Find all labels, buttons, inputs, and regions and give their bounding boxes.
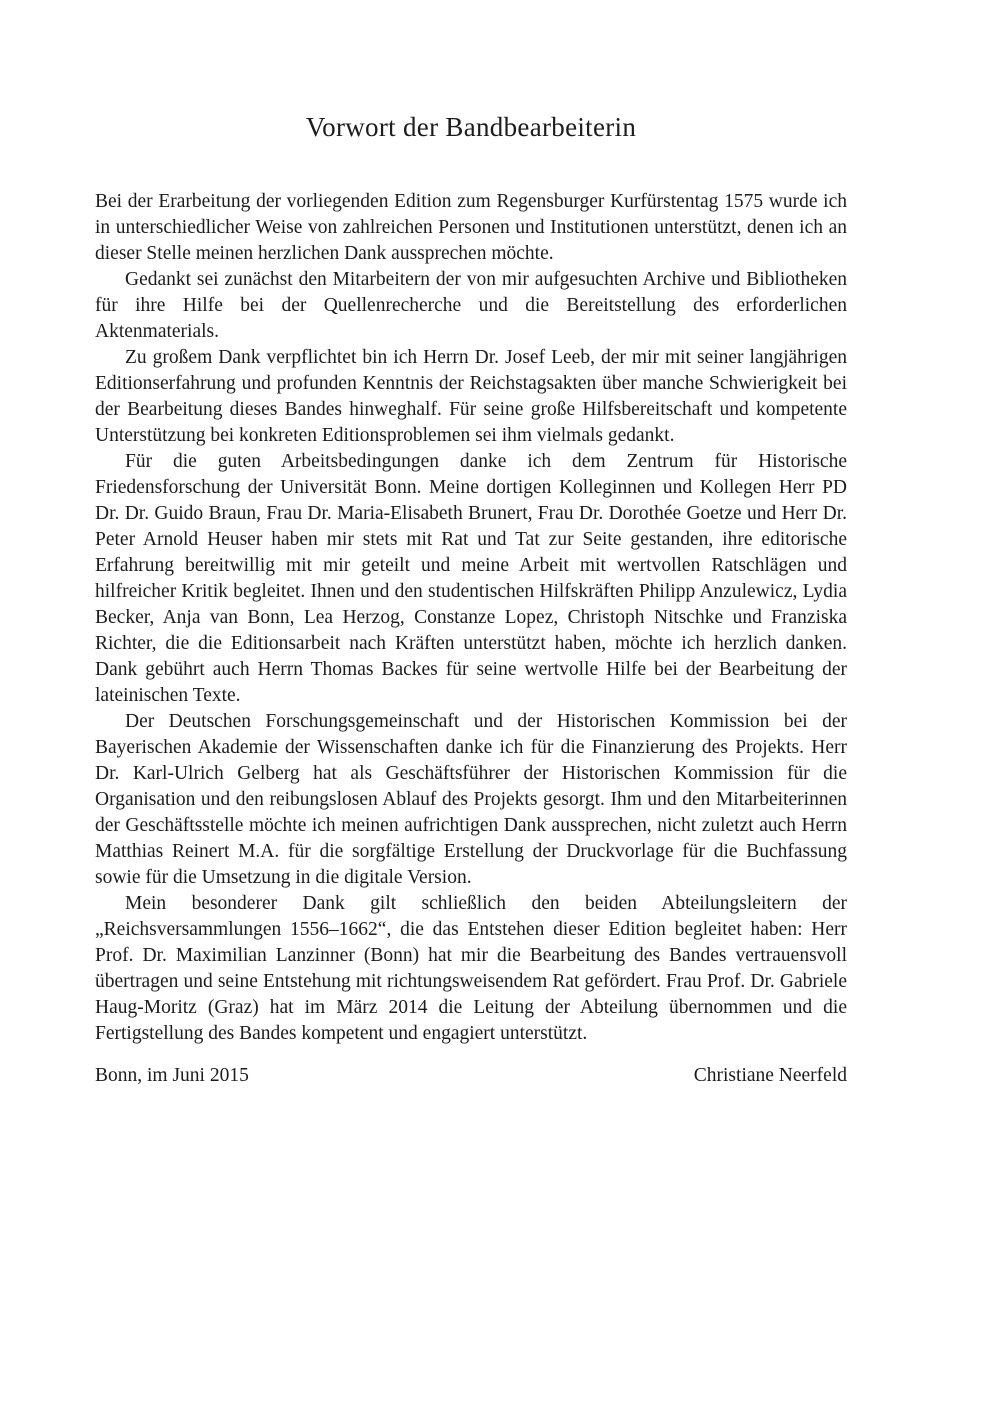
text-block (95, 112, 847, 1089)
preface-body (95, 189, 847, 1047)
signature-name: Christiane Neerfeld (693, 1065, 847, 1086)
paragraph: Mein besonderer Dank gilt schließlich den beiden Abteilungsleitern der „Reichsversammlungen 1556–1662“, die das Entstehen dieser Edition begleitet haben: Herr Prof. Dr. Maximilian Lanzinner (Bonn) hat mir die Bearbeitung des Bandes vertrauensvoll übertragen und seine Entstehung mit richtungsweisendem Rat gefördert. Frau Prof. Dr. Gabriele Haug-Moritz (Graz) hat im März 2014 die Leitung der Abteilung übernommen und die Fertigstellung des Bandes kompetent und engagiert unterstützt. (95, 893, 847, 1044)
paragraph: Bei der Erarbeitung der vorliegenden Edition zum Regensburger Kurfürstentag 1575 wurde ich in unterschiedlicher Weise von zahlreichen Personen und Institutionen unterstützt, denen ich an dieser Stelle meinen herzlichen Dank aussprechen möchte. (95, 191, 847, 264)
paragraph: Der Deutschen Forschungsgemeinschaft und der Historischen Kommission bei der Bayerischen Akademie der Wissenschaften danke ich für die Finanzierung des Projekts. Herr Dr. Karl-Ulrich Gelberg hat als Geschäftsführer der Historischen Kommission für die Organisation und den reibungslosen Ablauf des Projekts gesorgt. Ihm und den Mitarbeiterinnen der Geschäftsstelle möchte ich meinen aufrichtigen Dank aussprechen, nicht zuletzt auch Herrn Matthias Reinert M.A. für die sorgfältige Erstellung der Druckvorlage für die Buchfassung sowie für die Umsetzung in die digitale Version. (95, 711, 847, 888)
signature-place-date: Bonn, im Juni 2015 (95, 1065, 249, 1086)
paragraph: Gedankt sei zunächst den Mitarbeitern der von mir aufgesuchten Archive und Bibliotheken für ihre Hilfe bei der Quellenrecherche und die Bereitstellung des erforderlichen Aktenmaterials. (95, 269, 847, 342)
signature-row (95, 1063, 847, 1089)
paragraph: Zu großem Dank verpflichtet bin ich Herrn Dr. Josef Leeb, der mir mit seiner langjährigen Editionserfahrung und profunden Kenntnis der Reichstagsakten über manche Schwierigkeit bei der Bearbeitung dieses Bandes hinweghalf. Für seine große Hilfsbereitschaft und kompetente Unterstützung bei konkreten Editionsproblemen sei ihm vielmals gedankt. (95, 347, 847, 446)
page-title: Vorwort der Bandbearbeiterin (305, 112, 637, 142)
paragraph: Für die guten Arbeitsbedingungen danke ich dem Zentrum für Historische Friedensforschung der Universität Bonn. Meine dortigen Kolleginnen und Kollegen Herr PD Dr. Dr. Guido Braun, Frau Dr. Maria-Elisabeth Brunert, Frau Dr. Dorothée Goetze und Herr Dr. Peter Arnold Heuser haben mir stets mit Rat und Tat zur Seite gestanden, ihre editorische Erfahrung bereitwillig mit mir geteilt und meine Arbeit mit wertvollen Ratschlägen und hilfreicher Kritik begleitet. Ihnen und den studentischen Hilfskräften Philipp Anzulewicz, Lydia Becker, Anja van Bonn, Lea Herzog, Constanze Lopez, Christoph Nitschke und Franziska Richter, die die Editionsarbeit nach Kräften unterstützt haben, möchte ich herzlich danken. Dank gebührt auch Herrn Thomas Backes für seine wertvolle Hilfe bei der Bearbeitung der lateinischen Texte. (95, 451, 847, 706)
